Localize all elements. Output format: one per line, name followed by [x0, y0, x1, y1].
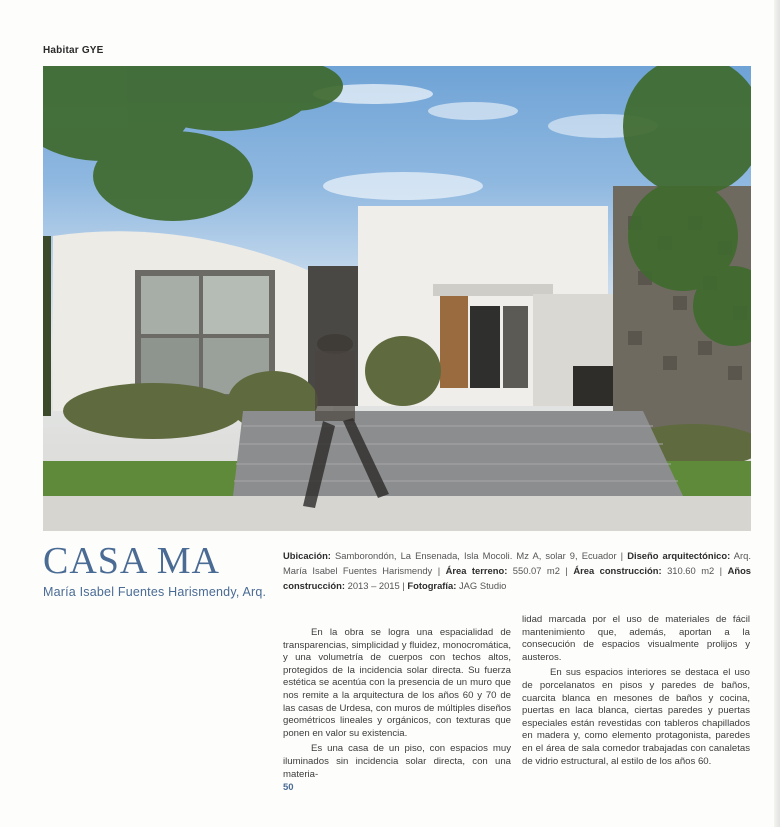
section-label: Habitar GYE — [43, 45, 104, 56]
body-paragraph: En sus espacios interiores se destaca el uso de porcelanatos en pisos y paredes de baños, cuarcita blanca en mesones de baños y cocina, puertas en laca blanca, ciertas paredes y puertas especiales están revestidas con tableros chapillados en madera y, como elemento protagonista, paredes en el área de sala comedor trabajadas con canaletas de vidrio estructural, al estilo de los años 60. — [522, 667, 750, 767]
body-column-left — [283, 627, 511, 784]
location-value: Samborondón, La Ensenada, Isla Mocoli. Mz A, solar 9, Ecuador — [330, 550, 617, 561]
build-area-label: Área construcción: — [573, 565, 662, 576]
design-value: Arq. María Isabel Fuentes Harismendy — [283, 550, 751, 576]
separator: | — [714, 565, 728, 576]
body-paragraph: lidad marcada por el uso de materiales de fácil mantenimiento que, además, aportan a la consecución de espacios visualmente prolijos y austeros. — [522, 614, 750, 663]
body-paragraph: En la obra se logra una espacialidad de transparencias, simplicidad y fluidez, monocromática, y una volumetría de cuerpos con techos altos, protegidos de la incidencia solar directa. Su fuerza estética se acentúa con la presencia de un muro que nos remite a la arquitectura de los años 60 y 70 de las casas de Urdesa, con muros de múltiples diseños geométricos lineales y orgánicos, con texturas que ponen en valor su existencia. — [283, 627, 511, 739]
photo-credit-label: Fotografía: — [407, 580, 457, 591]
years-value: 2013 – 2015 — [345, 580, 400, 591]
page-edge — [774, 0, 780, 827]
page-number: 50 — [283, 782, 294, 793]
body-paragraph: Es una casa de un piso, con espacios muy iluminados sin incidencia solar directa, con una materia- — [283, 743, 511, 780]
article-architect: María Isabel Fuentes Harismendy, Arq. — [43, 585, 267, 599]
separator: | — [399, 580, 408, 591]
house-photo — [43, 66, 751, 531]
photo-credit-value: JAG Studio — [456, 580, 507, 591]
separator: | — [616, 550, 628, 561]
project-metadata — [283, 548, 751, 593]
location-label: Ubicación: — [283, 550, 331, 561]
land-area-value: 550.07 m2 — [507, 565, 560, 576]
build-area-value: 310.60 m2 — [661, 565, 715, 576]
design-label: Diseño arquitectónico: — [627, 550, 731, 561]
years-label: Años construcción: — [283, 565, 752, 591]
article-title: CASA MA — [43, 540, 220, 582]
separator: | — [432, 565, 446, 576]
body-column-right — [522, 614, 750, 771]
land-area-label: Área terreno: — [445, 565, 508, 576]
house-illustration — [43, 66, 751, 531]
separator: | — [559, 565, 574, 576]
